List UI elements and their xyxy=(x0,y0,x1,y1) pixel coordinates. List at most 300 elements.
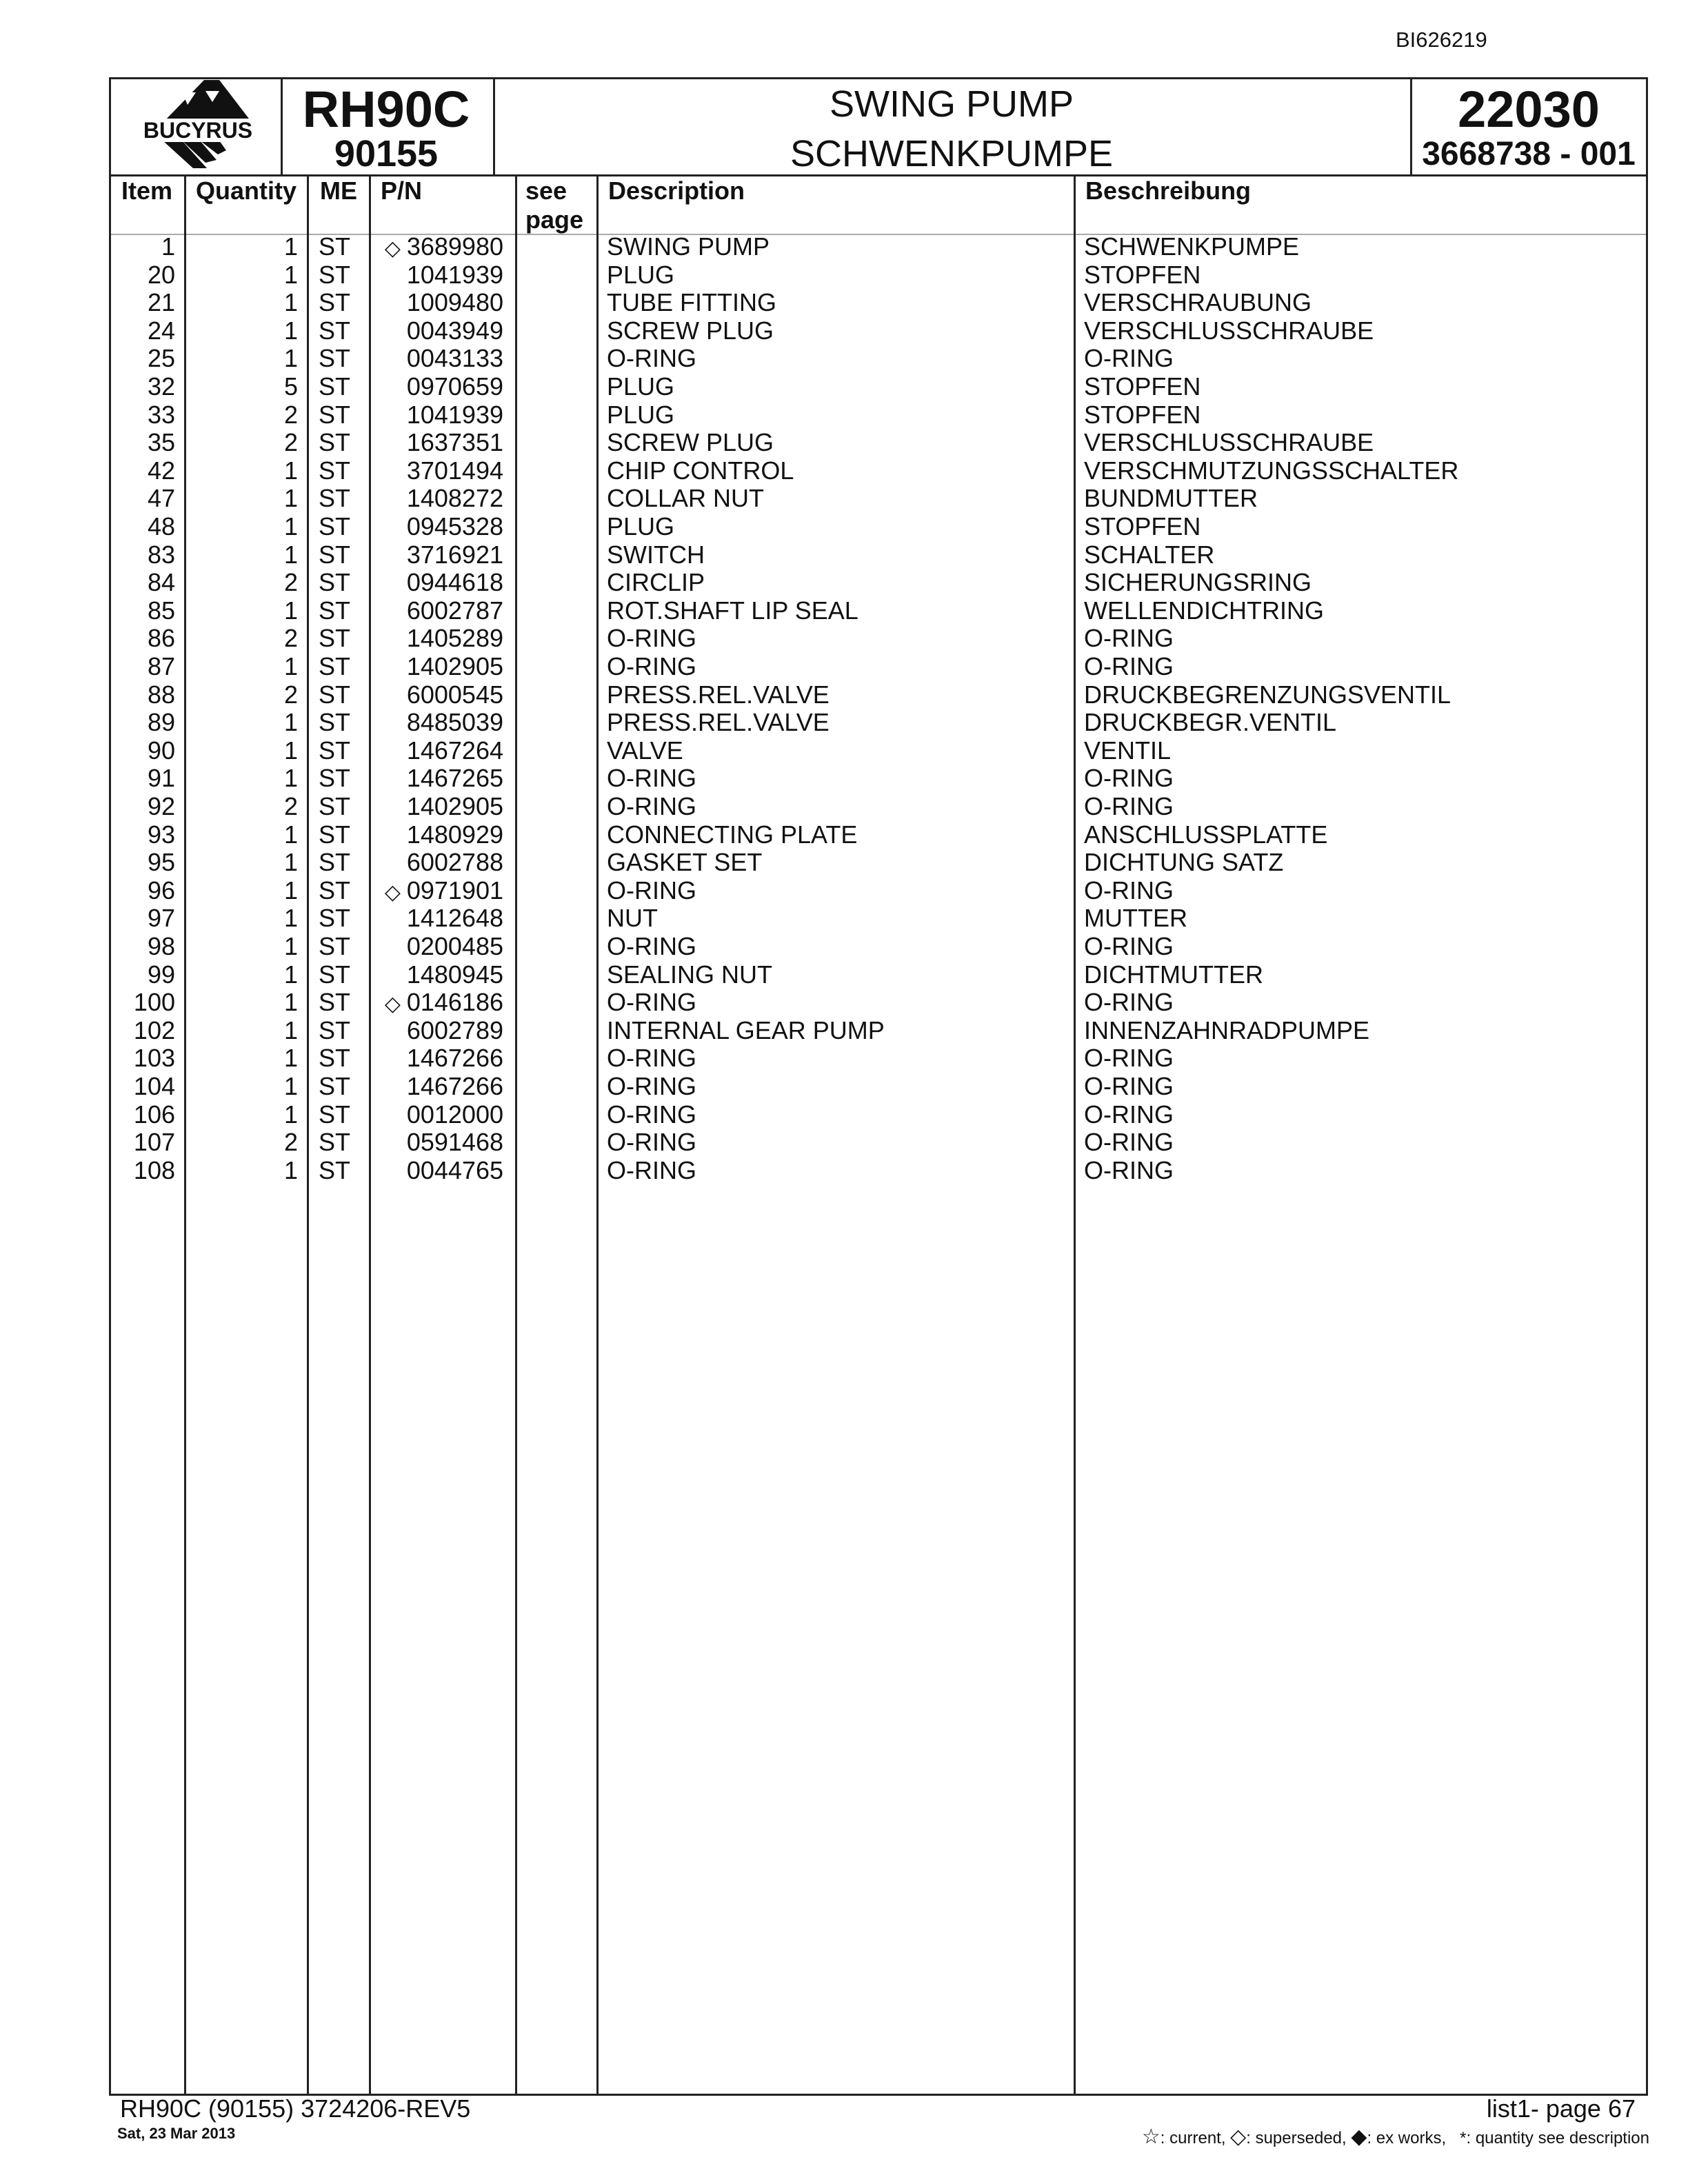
part-number-value: 1467266 xyxy=(406,1044,503,1073)
description-de: O-RING xyxy=(1084,932,1174,960)
description-de: ANSCHLUSSPLATTE xyxy=(1084,820,1328,849)
part-number xyxy=(407,904,503,932)
unit-of-measure: ST xyxy=(319,792,351,820)
part-number-value: 1467266 xyxy=(406,1072,503,1100)
description-de: O-RING xyxy=(1084,1155,1174,1184)
description-en: O-RING xyxy=(607,876,696,904)
description-de: INNENZAHNRADPUMPE xyxy=(1084,1015,1370,1044)
item-number: 42 xyxy=(147,456,175,485)
description-de: DRUCKBEGR.VENTIL xyxy=(1084,708,1337,737)
table-row xyxy=(110,1101,1647,1129)
description-en: VALVE xyxy=(607,736,683,765)
item-number: 1 xyxy=(161,232,175,261)
unit-of-measure: ST xyxy=(319,876,351,904)
part-number xyxy=(407,961,503,989)
part-number-value: 1041939 xyxy=(406,260,503,289)
description-de: SCHALTER xyxy=(1084,540,1215,569)
unit-of-measure: ST xyxy=(319,232,351,261)
unit-of-measure: ST xyxy=(319,484,351,513)
unit-of-measure: ST xyxy=(319,820,351,849)
part-number-value: 0200485 xyxy=(406,932,503,960)
part-number xyxy=(407,1044,503,1072)
part-number xyxy=(407,541,503,569)
item-number: 106 xyxy=(133,1100,175,1129)
col-header-pn: P/N xyxy=(381,176,423,205)
quantity-value: 1 xyxy=(283,456,298,485)
part-number-value: 3701494 xyxy=(406,456,503,485)
part-number xyxy=(407,625,503,652)
part-number-value: 1402905 xyxy=(406,652,503,680)
table-row xyxy=(110,653,1647,680)
description-de: DICHTMUTTER xyxy=(1084,960,1263,989)
quantity-value: 2 xyxy=(283,568,298,597)
table-row xyxy=(110,401,1647,429)
item-number: 108 xyxy=(133,1155,175,1184)
table-row xyxy=(110,345,1647,372)
unit-of-measure: ST xyxy=(319,400,351,429)
part-number xyxy=(407,933,503,960)
unit-of-measure: ST xyxy=(319,428,351,457)
table-row xyxy=(110,373,1647,401)
part-number xyxy=(385,877,503,907)
part-number-value: 0944618 xyxy=(406,568,503,597)
diamond-outline-icon: ◇ xyxy=(1230,2125,1247,2148)
unit-of-measure: ST xyxy=(319,1128,351,1157)
item-number: 107 xyxy=(133,1128,175,1157)
col-header-description: Description xyxy=(608,176,745,205)
description-en: CIRCLIP xyxy=(607,568,705,597)
description-en: PRESS.REL.VALVE xyxy=(607,680,830,709)
item-number: 84 xyxy=(147,568,175,597)
description-en: GASKET SET xyxy=(607,848,763,877)
unit-of-measure: ST xyxy=(319,624,351,653)
description-en: O-RING xyxy=(607,1072,696,1100)
description-en: SCREW PLUG xyxy=(607,428,774,457)
part-number-value: 6002789 xyxy=(406,1015,503,1044)
diamond-outline-icon: ◇ xyxy=(384,993,401,1016)
description-en: SWITCH xyxy=(607,540,705,569)
document-id: BI626219 xyxy=(1396,28,1487,52)
quantity-value: 1 xyxy=(283,232,298,261)
part-number xyxy=(407,1129,503,1156)
description-en: PRESS.REL.VALVE xyxy=(607,708,830,737)
quantity-value: 1 xyxy=(283,820,298,849)
part-number xyxy=(407,849,503,876)
star-outline-icon: ☆ xyxy=(1141,2125,1160,2148)
description-en: CONNECTING PLATE xyxy=(607,820,858,849)
unit-of-measure: ST xyxy=(319,736,351,765)
quantity-value: 1 xyxy=(283,1015,298,1044)
part-number xyxy=(407,457,503,485)
description-en: O-RING xyxy=(607,988,696,1017)
part-number xyxy=(407,709,503,736)
quantity-value: 1 xyxy=(283,596,298,625)
description-de: O-RING xyxy=(1084,1100,1174,1129)
part-number-value: 1408272 xyxy=(406,484,503,513)
item-number: 98 xyxy=(147,932,175,960)
description-en: O-RING xyxy=(607,1128,696,1157)
legend-current: : current, xyxy=(1160,2129,1226,2147)
description-en: O-RING xyxy=(607,1044,696,1073)
description-de: VERSCHLUSSCHRAUBE xyxy=(1084,428,1374,457)
table-row xyxy=(110,904,1647,932)
description-en: O-RING xyxy=(607,1100,696,1129)
table-row xyxy=(110,1073,1647,1100)
description-de: WELLENDICHTRING xyxy=(1084,596,1325,625)
description-de: STOPFEN xyxy=(1084,400,1201,429)
description-en: SWING PUMP xyxy=(607,232,770,261)
quantity-value: 1 xyxy=(283,484,298,513)
table-row xyxy=(110,793,1647,820)
part-number-value: 1009480 xyxy=(406,288,503,317)
quantity-value: 1 xyxy=(283,876,298,904)
part-number-value: 1480929 xyxy=(406,820,503,849)
item-number: 88 xyxy=(147,680,175,709)
unit-of-measure: ST xyxy=(319,988,351,1017)
part-number xyxy=(407,261,503,289)
quantity-value: 2 xyxy=(283,428,298,457)
quantity-value: 1 xyxy=(283,848,298,877)
table-row xyxy=(110,709,1647,736)
item-number: 89 xyxy=(147,708,175,737)
description-de: BUNDMUTTER xyxy=(1084,484,1258,513)
item-number: 21 xyxy=(147,288,175,317)
part-number-value: 1041939 xyxy=(406,400,503,429)
unit-of-measure: ST xyxy=(319,932,351,960)
quantity-value: 1 xyxy=(283,260,298,289)
unit-of-measure: ST xyxy=(319,596,351,625)
col-header-see: see xyxy=(525,176,567,205)
description-en: O-RING xyxy=(607,932,696,960)
unit-of-measure: ST xyxy=(319,316,351,345)
description-en: CHIP CONTROL xyxy=(607,456,794,485)
description-en: PLUG xyxy=(607,372,675,401)
description-en: INTERNAL GEAR PUMP xyxy=(607,1015,885,1044)
quantity-value: 2 xyxy=(283,624,298,653)
quantity-value: 1 xyxy=(283,1072,298,1100)
table-row xyxy=(110,737,1647,765)
part-number-value: 0945328 xyxy=(406,512,503,540)
footer-doc-ref: RH90C (90155) 3724206-REV5 xyxy=(120,2094,471,2123)
model-name: RH90C xyxy=(302,81,470,138)
item-number: 48 xyxy=(147,512,175,540)
description-en: PLUG xyxy=(607,400,675,429)
part-number xyxy=(407,345,503,372)
table-row xyxy=(110,289,1647,316)
legend-superseded: : superseded, xyxy=(1246,2129,1347,2147)
description-en: PLUG xyxy=(607,512,675,540)
item-number: 104 xyxy=(133,1072,175,1100)
unit-of-measure: ST xyxy=(319,372,351,401)
description-de: SCHWENKPUMPE xyxy=(1084,232,1300,261)
quantity-value: 1 xyxy=(283,736,298,765)
machine-serial: 90155 xyxy=(334,133,439,174)
table-row xyxy=(110,877,1647,904)
unit-of-measure: ST xyxy=(319,260,351,289)
quantity-value: 1 xyxy=(283,1100,298,1129)
part-number xyxy=(407,401,503,429)
part-number xyxy=(407,597,503,625)
item-number: 85 xyxy=(147,596,175,625)
description-en: TUBE FITTING xyxy=(607,288,776,317)
unit-of-measure: ST xyxy=(319,708,351,737)
description-en: COLLAR NUT xyxy=(607,484,765,513)
part-number xyxy=(407,737,503,765)
part-number xyxy=(407,569,503,596)
part-number-value: 6002787 xyxy=(406,596,503,625)
col-header-me: ME xyxy=(320,176,357,205)
description-de: STOPFEN xyxy=(1084,512,1201,540)
unit-of-measure: ST xyxy=(319,848,351,877)
table-row xyxy=(110,429,1647,456)
item-number: 47 xyxy=(147,484,175,513)
part-number xyxy=(407,1157,503,1184)
description-de: O-RING xyxy=(1084,876,1174,904)
table-row xyxy=(110,821,1647,849)
description-de: O-RING xyxy=(1084,1128,1174,1157)
table-row xyxy=(110,961,1647,989)
col-header-quantity: Quantity xyxy=(196,176,297,205)
table-row xyxy=(110,625,1647,652)
description-en: O-RING xyxy=(607,624,696,653)
quantity-value: 1 xyxy=(283,960,298,989)
table-row xyxy=(110,541,1647,569)
description-de: VENTIL xyxy=(1084,736,1172,765)
unit-of-measure: ST xyxy=(319,1044,351,1073)
table-row xyxy=(110,261,1647,289)
diamond-outline-icon: ◇ xyxy=(384,880,401,904)
table-row xyxy=(110,1129,1647,1156)
description-de: VERSCHMUTZUNGSSCHALTER xyxy=(1084,456,1459,485)
part-number xyxy=(407,821,503,849)
description-de: STOPFEN xyxy=(1084,372,1201,401)
unit-of-measure: ST xyxy=(319,456,351,485)
assembly-part-ref: 3668738 - 001 xyxy=(1422,136,1636,172)
quantity-value: 5 xyxy=(283,372,298,401)
description-de: DICHTUNG SATZ xyxy=(1084,848,1284,877)
part-number xyxy=(407,793,503,820)
quantity-value: 1 xyxy=(283,988,298,1017)
table-row xyxy=(110,1017,1647,1044)
item-number: 102 xyxy=(133,1015,175,1044)
item-number: 32 xyxy=(147,372,175,401)
col-header-page: page xyxy=(525,205,584,234)
item-number: 86 xyxy=(147,624,175,653)
table-row xyxy=(110,1044,1647,1072)
item-number: 99 xyxy=(147,960,175,989)
quantity-value: 2 xyxy=(283,680,298,709)
part-number-value: 1637351 xyxy=(406,428,503,457)
description-de: SICHERUNGSRING xyxy=(1084,568,1312,597)
item-number: 91 xyxy=(147,764,175,793)
bucyrus-logo xyxy=(116,77,280,174)
footer-date: Sat, 23 Mar 2013 xyxy=(117,2125,236,2142)
quantity-value: 1 xyxy=(283,932,298,960)
diamond-filled-icon: ◆ xyxy=(1351,2125,1367,2148)
part-number xyxy=(407,653,503,680)
diamond-outline-icon: ◇ xyxy=(384,237,401,260)
table-row xyxy=(110,457,1647,485)
table-row xyxy=(110,765,1647,792)
item-number: 95 xyxy=(147,848,175,877)
unit-of-measure: ST xyxy=(319,960,351,989)
part-number xyxy=(407,373,503,401)
quantity-value: 1 xyxy=(283,540,298,569)
quantity-value: 1 xyxy=(283,764,298,793)
unit-of-measure: ST xyxy=(319,1072,351,1100)
item-number: 83 xyxy=(147,540,175,569)
part-number-value: 6000545 xyxy=(406,680,503,709)
group-number: 22030 xyxy=(1458,81,1600,138)
table-row xyxy=(110,681,1647,709)
part-number xyxy=(407,317,503,345)
description-de: O-RING xyxy=(1084,344,1174,373)
description-en: PLUG xyxy=(607,260,675,289)
item-number: 25 xyxy=(147,344,175,373)
unit-of-measure: ST xyxy=(319,288,351,317)
part-number xyxy=(407,289,503,316)
description-de: MUTTER xyxy=(1084,904,1187,933)
unit-of-measure: ST xyxy=(319,540,351,569)
description-en: O-RING xyxy=(607,344,696,373)
unit-of-measure: ST xyxy=(319,1015,351,1044)
unit-of-measure: ST xyxy=(319,1155,351,1184)
unit-of-measure: ST xyxy=(319,1100,351,1129)
logo-wordmark: BUCYRUS xyxy=(143,118,253,143)
legend-exworks: : ex works, xyxy=(1367,2129,1447,2147)
symbol-legend xyxy=(1142,2125,1649,2149)
table-row xyxy=(110,933,1647,960)
part-number-value: 0591468 xyxy=(406,1128,503,1157)
unit-of-measure: ST xyxy=(319,344,351,373)
quantity-value: 1 xyxy=(283,316,298,345)
quantity-value: 1 xyxy=(283,288,298,317)
item-number: 20 xyxy=(147,260,175,289)
description-de: O-RING xyxy=(1084,988,1174,1017)
part-number xyxy=(407,485,503,512)
part-number-value: 0043133 xyxy=(406,344,503,373)
bucyrus-logo-mark xyxy=(116,77,280,174)
item-number: 96 xyxy=(147,876,175,904)
item-number: 35 xyxy=(147,428,175,457)
quantity-value: 1 xyxy=(283,1044,298,1073)
part-number xyxy=(407,513,503,540)
table-row xyxy=(110,233,1647,261)
unit-of-measure: ST xyxy=(319,652,351,680)
table-row xyxy=(110,569,1647,596)
description-de: O-RING xyxy=(1084,764,1174,793)
quantity-value: 2 xyxy=(283,400,298,429)
item-number: 90 xyxy=(147,736,175,765)
description-de: STOPFEN xyxy=(1084,260,1201,289)
part-number xyxy=(385,989,503,1018)
part-number-value: 1467265 xyxy=(406,764,503,793)
description-de: O-RING xyxy=(1084,624,1174,653)
part-number-value: 0012000 xyxy=(406,1100,503,1129)
assembly-title-de: SCHWENKPUMPE xyxy=(790,133,1114,174)
description-de: DRUCKBEGRENZUNGSVENTIL xyxy=(1084,680,1451,709)
part-number xyxy=(407,1073,503,1100)
quantity-value: 1 xyxy=(283,344,298,373)
unit-of-measure: ST xyxy=(319,904,351,933)
table-row xyxy=(110,989,1647,1016)
description-de: O-RING xyxy=(1084,792,1174,820)
table-row xyxy=(110,317,1647,345)
unit-of-measure: ST xyxy=(319,764,351,793)
item-number: 87 xyxy=(147,652,175,680)
part-number-value: 1402905 xyxy=(406,792,503,820)
description-en: O-RING xyxy=(607,1155,696,1184)
description-de: VERSCHLUSSCHRAUBE xyxy=(1084,316,1374,345)
description-en: SCREW PLUG xyxy=(607,316,774,345)
quantity-value: 1 xyxy=(283,904,298,933)
legend-quantity: : quantity see description xyxy=(1466,2129,1649,2147)
part-number xyxy=(407,1017,503,1044)
table-row xyxy=(110,1157,1647,1184)
description-de: VERSCHRAUBUNG xyxy=(1084,288,1312,317)
table-row xyxy=(110,513,1647,540)
col-header-item: Item xyxy=(121,176,173,205)
footer-page: list1- page 67 xyxy=(1486,2094,1636,2123)
part-number xyxy=(385,233,503,263)
quantity-value: 2 xyxy=(283,1128,298,1157)
description-de: O-RING xyxy=(1084,1072,1174,1100)
part-number-value: 0970659 xyxy=(406,372,503,401)
quantity-value: 1 xyxy=(283,1155,298,1184)
part-number-value: 3716921 xyxy=(406,540,503,569)
item-number: 24 xyxy=(147,316,175,345)
part-number-value: 1412648 xyxy=(406,904,503,933)
part-number xyxy=(407,429,503,456)
description-de: O-RING xyxy=(1084,1044,1174,1073)
part-number-value: 3689980 xyxy=(406,232,503,261)
quantity-value: 1 xyxy=(283,652,298,680)
table-row xyxy=(110,597,1647,625)
description-en: NUT xyxy=(607,904,658,933)
part-number-value: 0044765 xyxy=(406,1155,503,1184)
part-number-value: 0043949 xyxy=(406,316,503,345)
part-number-value: 0146186 xyxy=(406,988,503,1017)
part-number xyxy=(407,765,503,792)
item-number: 100 xyxy=(133,988,175,1017)
part-number-value: 1467264 xyxy=(406,736,503,765)
col-header-beschreibung: Beschreibung xyxy=(1085,176,1252,205)
unit-of-measure: ST xyxy=(319,568,351,597)
part-number-value: 1480945 xyxy=(406,960,503,989)
item-number: 97 xyxy=(147,904,175,933)
unit-of-measure: ST xyxy=(319,512,351,540)
item-number: 33 xyxy=(147,400,175,429)
item-number: 103 xyxy=(133,1044,175,1073)
part-number-value: 1405289 xyxy=(406,624,503,653)
part-number xyxy=(407,1101,503,1129)
part-number xyxy=(407,681,503,709)
quantity-value: 1 xyxy=(283,708,298,737)
description-en: O-RING xyxy=(607,764,696,793)
part-number-value: 8485039 xyxy=(406,708,503,737)
part-number-value: 0971901 xyxy=(406,876,503,904)
table-row xyxy=(110,849,1647,876)
description-en: SEALING NUT xyxy=(607,960,773,989)
description-de: O-RING xyxy=(1084,652,1174,680)
part-number-value: 6002788 xyxy=(406,848,503,877)
item-number: 93 xyxy=(147,820,175,849)
table-row xyxy=(110,485,1647,512)
item-number: 92 xyxy=(147,792,175,820)
description-en: ROT.SHAFT LIP SEAL xyxy=(607,596,858,625)
description-en: O-RING xyxy=(607,792,696,820)
quantity-value: 2 xyxy=(283,792,298,820)
